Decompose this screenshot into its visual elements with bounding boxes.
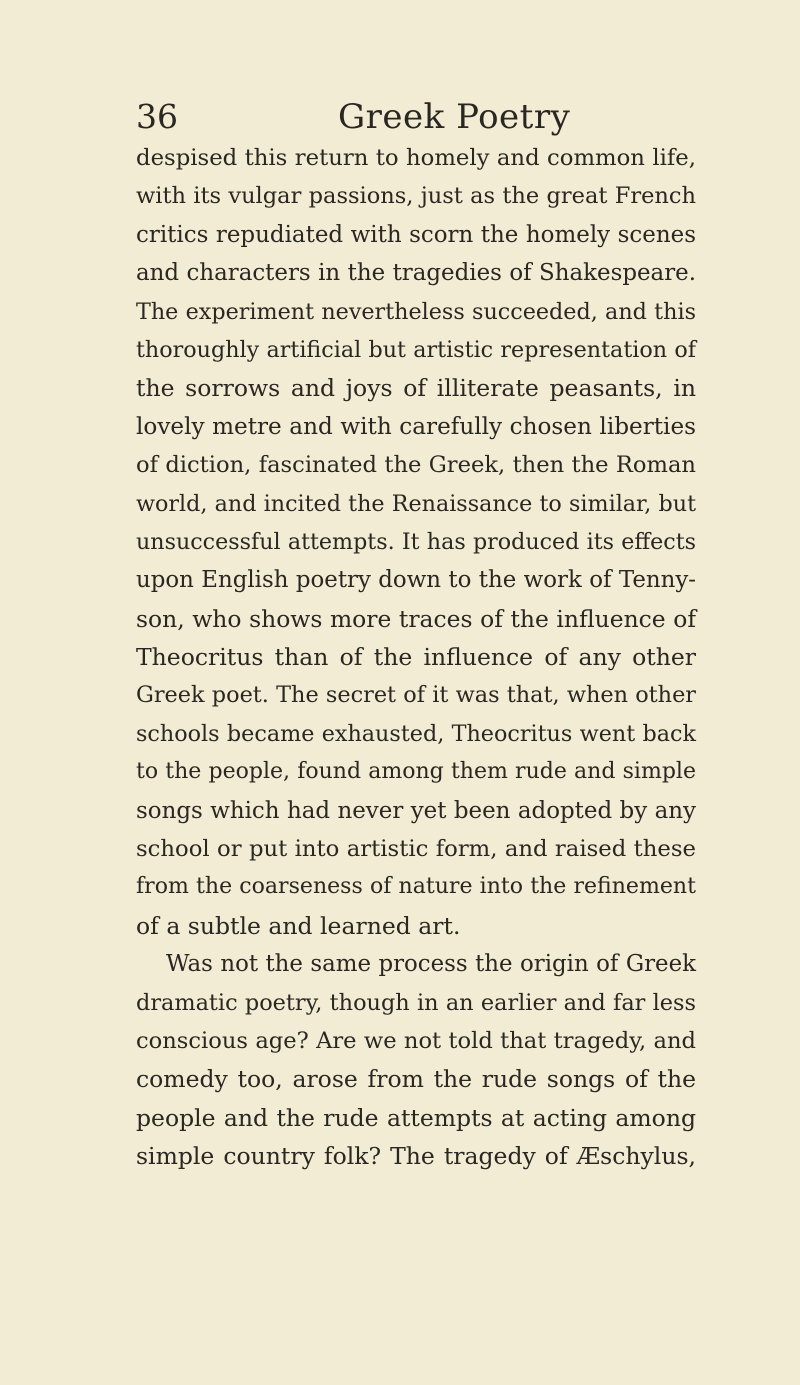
text-line: school or put into artistic form, and raised these	[136, 836, 696, 863]
text-line: schools became exhausted, Theocritus went back	[136, 720, 696, 747]
running-title: Greek Poetry	[338, 97, 571, 137]
text-line: Theocritus than of the influence of any other	[136, 643, 696, 672]
text-line: upon English poetry down to the work of Tenny-	[136, 567, 696, 594]
text-line: unsuccessful attempts. It has produced its effects	[136, 528, 696, 555]
text-line: lovely metre and with carefully chosen liberties	[136, 413, 696, 440]
page-number: 36	[136, 97, 178, 136]
text-line: of diction, fascinated the Greek, then the Roman	[136, 452, 696, 479]
text-line: Was not the same process the origin of Greek	[166, 951, 696, 978]
text-line: the sorrows and joys of illiterate peasants, in	[136, 374, 696, 403]
body-text	[136, 139, 696, 1176]
text-line: from the coarseness of nature into the refinement	[136, 874, 696, 900]
text-line: of a subtle and learned art.	[136, 911, 461, 940]
text-line: conscious age? Are we not told that tragedy, and	[136, 1027, 696, 1054]
text-line: thoroughly artificial but artistic representation of	[136, 336, 696, 363]
text-line: critics repudiated with scorn the homely scenes	[136, 221, 696, 248]
text-line: Greek poet. The secret of it was that, when other	[136, 682, 696, 709]
text-line: dramatic poetry, though in an earlier and far less	[136, 989, 696, 1016]
text-line: comedy too, arose from the rude songs of the	[136, 1065, 696, 1094]
text-line: son, who shows more traces of the influence of	[136, 604, 696, 633]
text-line: and characters in the tragedies of Shakespeare.	[136, 260, 696, 287]
text-line: world, and incited the Renaissance to similar, but	[136, 490, 696, 517]
text-line: songs which had never yet been adopted by any	[136, 797, 696, 824]
text-line: despised this return to homely and common life,	[136, 145, 696, 171]
text-line: The experiment nevertheless succeeded, and this	[136, 298, 696, 325]
text-line: people and the rude attempts at acting among	[136, 1103, 696, 1132]
text-line: to the people, found among them rude and simple	[136, 759, 696, 785]
text-line: with its vulgar passions, just as the great French	[136, 183, 696, 210]
text-line: simple country folk? The tragedy of Æschylus,	[136, 1142, 696, 1171]
running-head	[136, 92, 696, 142]
